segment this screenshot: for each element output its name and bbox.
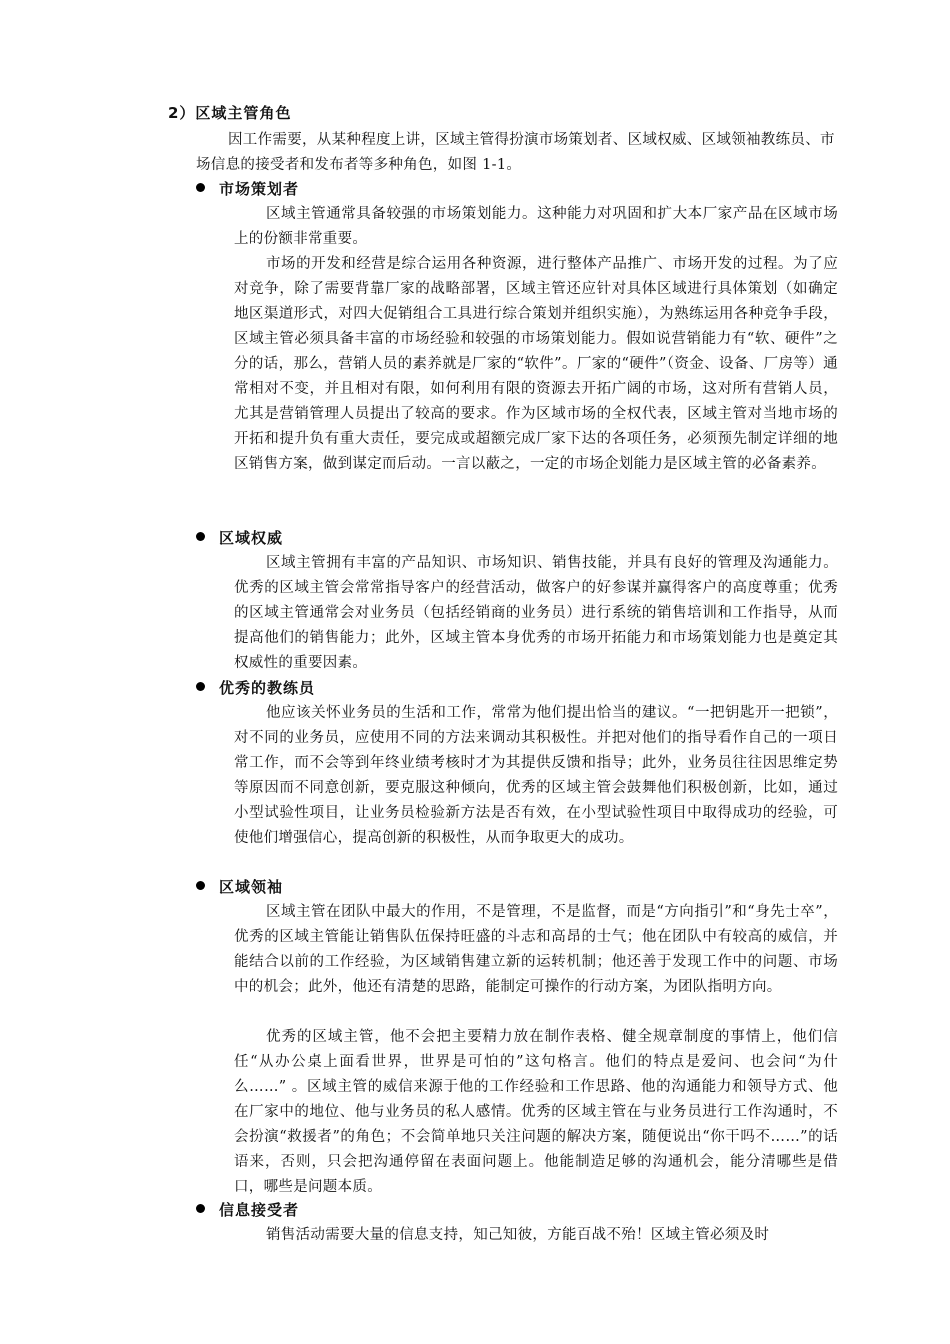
bullet-title-text: 优秀的教练员 [219, 679, 316, 697]
bullet-title-info-receiver [196, 1199, 299, 1220]
paragraph: 市场的开发和经营是综合运用各种资源，进行整体产品推广、市场开发的过程。为了应对竞争，除了需要背靠厂家的战略部署，区域主管还应针对具体区域进行具体策划（如确定地区渠道形式，对四大促销组合工具进行综合策划并组织实施），为熟练运用各种竞争手段，区域主管必须具备丰富的市场经验和较强的市场策划能力。假如说营销能力有“软、硬件”之分的话，那么，营销人员的素养就是厂家的“软件”。厂家的“硬件”（资金、设备、厂房等）通常相对不变，并且相对有限，如何利用有限的资源去开拓广阔的市场，这对所有营销人员，尤其是营销管理人员提出了较高的要求。作为区域市场的全权代表，区域主管对当地市场的开拓和提升负有重大责任，要完成或超额完成厂家下达的各项任务，必须预先制定详细的地区销售方案，做到谋定而后动。一言以蔽之，一定的市场企划能力是区域主管的必备素养。 [234, 256, 838, 472]
bullet-title-regional-leader [196, 876, 283, 897]
paragraph: 他应该关怀业务员的生活和工作，常常为他们提出恰当的建议。“一把钥匙开一把锁”，对不同的业务员，应使用不同的方法来调动其积极性。并把对他们的指导看作自己的一项日常工作，而不会等到年终业绩考核时才为其提供反馈和指导；此外，业务员往往因思维定势等原因而不同意创新，要克服这种倾向，优秀的区域主管会鼓舞他们积极创新，比如，通过小型试验性项目，让业务员检验新方法是否有效，在小型试验性项目中取得成功的经验，可使他们增强信心，提高创新的积极性，从而争取更大的成功。 [234, 705, 838, 846]
intro-paragraph: 因工作需要，从某种程度上讲，区域主管得扮演市场策划者、区域权威、区域领袖教练员、市场信息的接受者和发布者等多种角色，如图 1-1。 [196, 132, 835, 173]
bullet-title-text: 区域领袖 [219, 878, 284, 896]
bullet-title-text: 信息接受者 [219, 1201, 300, 1219]
bullet-title-coach [196, 677, 315, 698]
bullet-dot-icon [196, 881, 205, 890]
bullet-dot-icon [196, 1204, 205, 1213]
bullet-dot-icon [196, 682, 205, 691]
section-heading: 2）区域主管角色 [168, 104, 292, 122]
bullet-dot-icon [196, 183, 205, 192]
bullet-title-market-planner [196, 178, 299, 199]
bullet-dot-icon [196, 532, 205, 541]
paragraph: 区域主管拥有丰富的产品知识、市场知识、销售技能，并具有良好的管理及沟通能力。优秀的区域主管会常常指导客户的经营活动，做客户的好参谋并赢得客户的高度尊重；优秀的区域主管通常会对业务员（包括经销商的业务员）进行系统的销售培训和工作指导，从而提高他们的销售能力；此外，区域主管本身优秀的市场开拓能力和市场策划能力也是奠定其权威性的重要因素。 [234, 555, 838, 671]
bullet-title-text: 区域权威 [219, 529, 284, 547]
paragraph: 区域主管通常具备较强的市场策划能力。这种能力对巩固和扩大本厂家产品在区域市场上的份额非常重要。 [234, 206, 838, 247]
bullet-title-regional-authority [196, 527, 283, 548]
paragraph: 区域主管在团队中最大的作用，不是管理，不是监督，而是“方向指引”和“身先士卒”，优秀的区域主管能让销售队伍保持旺盛的斗志和高昂的士气；他在团队中有较高的威信，并能结合以前的工作经验，为区域销售建立新的运转机制；他还善于发现工作中的问题、市场中的机会；此外，他还有清楚的思路，能制定可操作的行动方案，为团队指明方向。 [234, 904, 838, 995]
paragraph: 销售活动需要大量的信息支持，知己知彼，方能百战不殆！区域主管必须及时 [266, 1227, 770, 1243]
paragraph: 优秀的区域主管，他不会把主要精力放在制作表格、健全规章制度的事情上，他们信任“从办公桌上面看世界，世界是可怕的”这句格言。他们的特点是爱问、也会问“为什么……” 。区域主管的威信来源于他的工作经验和工作思路、他的沟通能力和领导方式、他在厂家中的地位、他与业务员的私人感情。优秀的区域主管在与业务员进行工作沟通时，不会扮演“救援者”的角色；不会简单地只关注问题的解决方案，随便说出“你干吗不……”的话语来，否则，只会把沟通停留在表面问题上。他能制造足够的沟通机会，能分清哪些是借口，哪些是问题本质。 [234, 1029, 838, 1195]
bullet-title-text: 市场策划者 [219, 180, 300, 198]
